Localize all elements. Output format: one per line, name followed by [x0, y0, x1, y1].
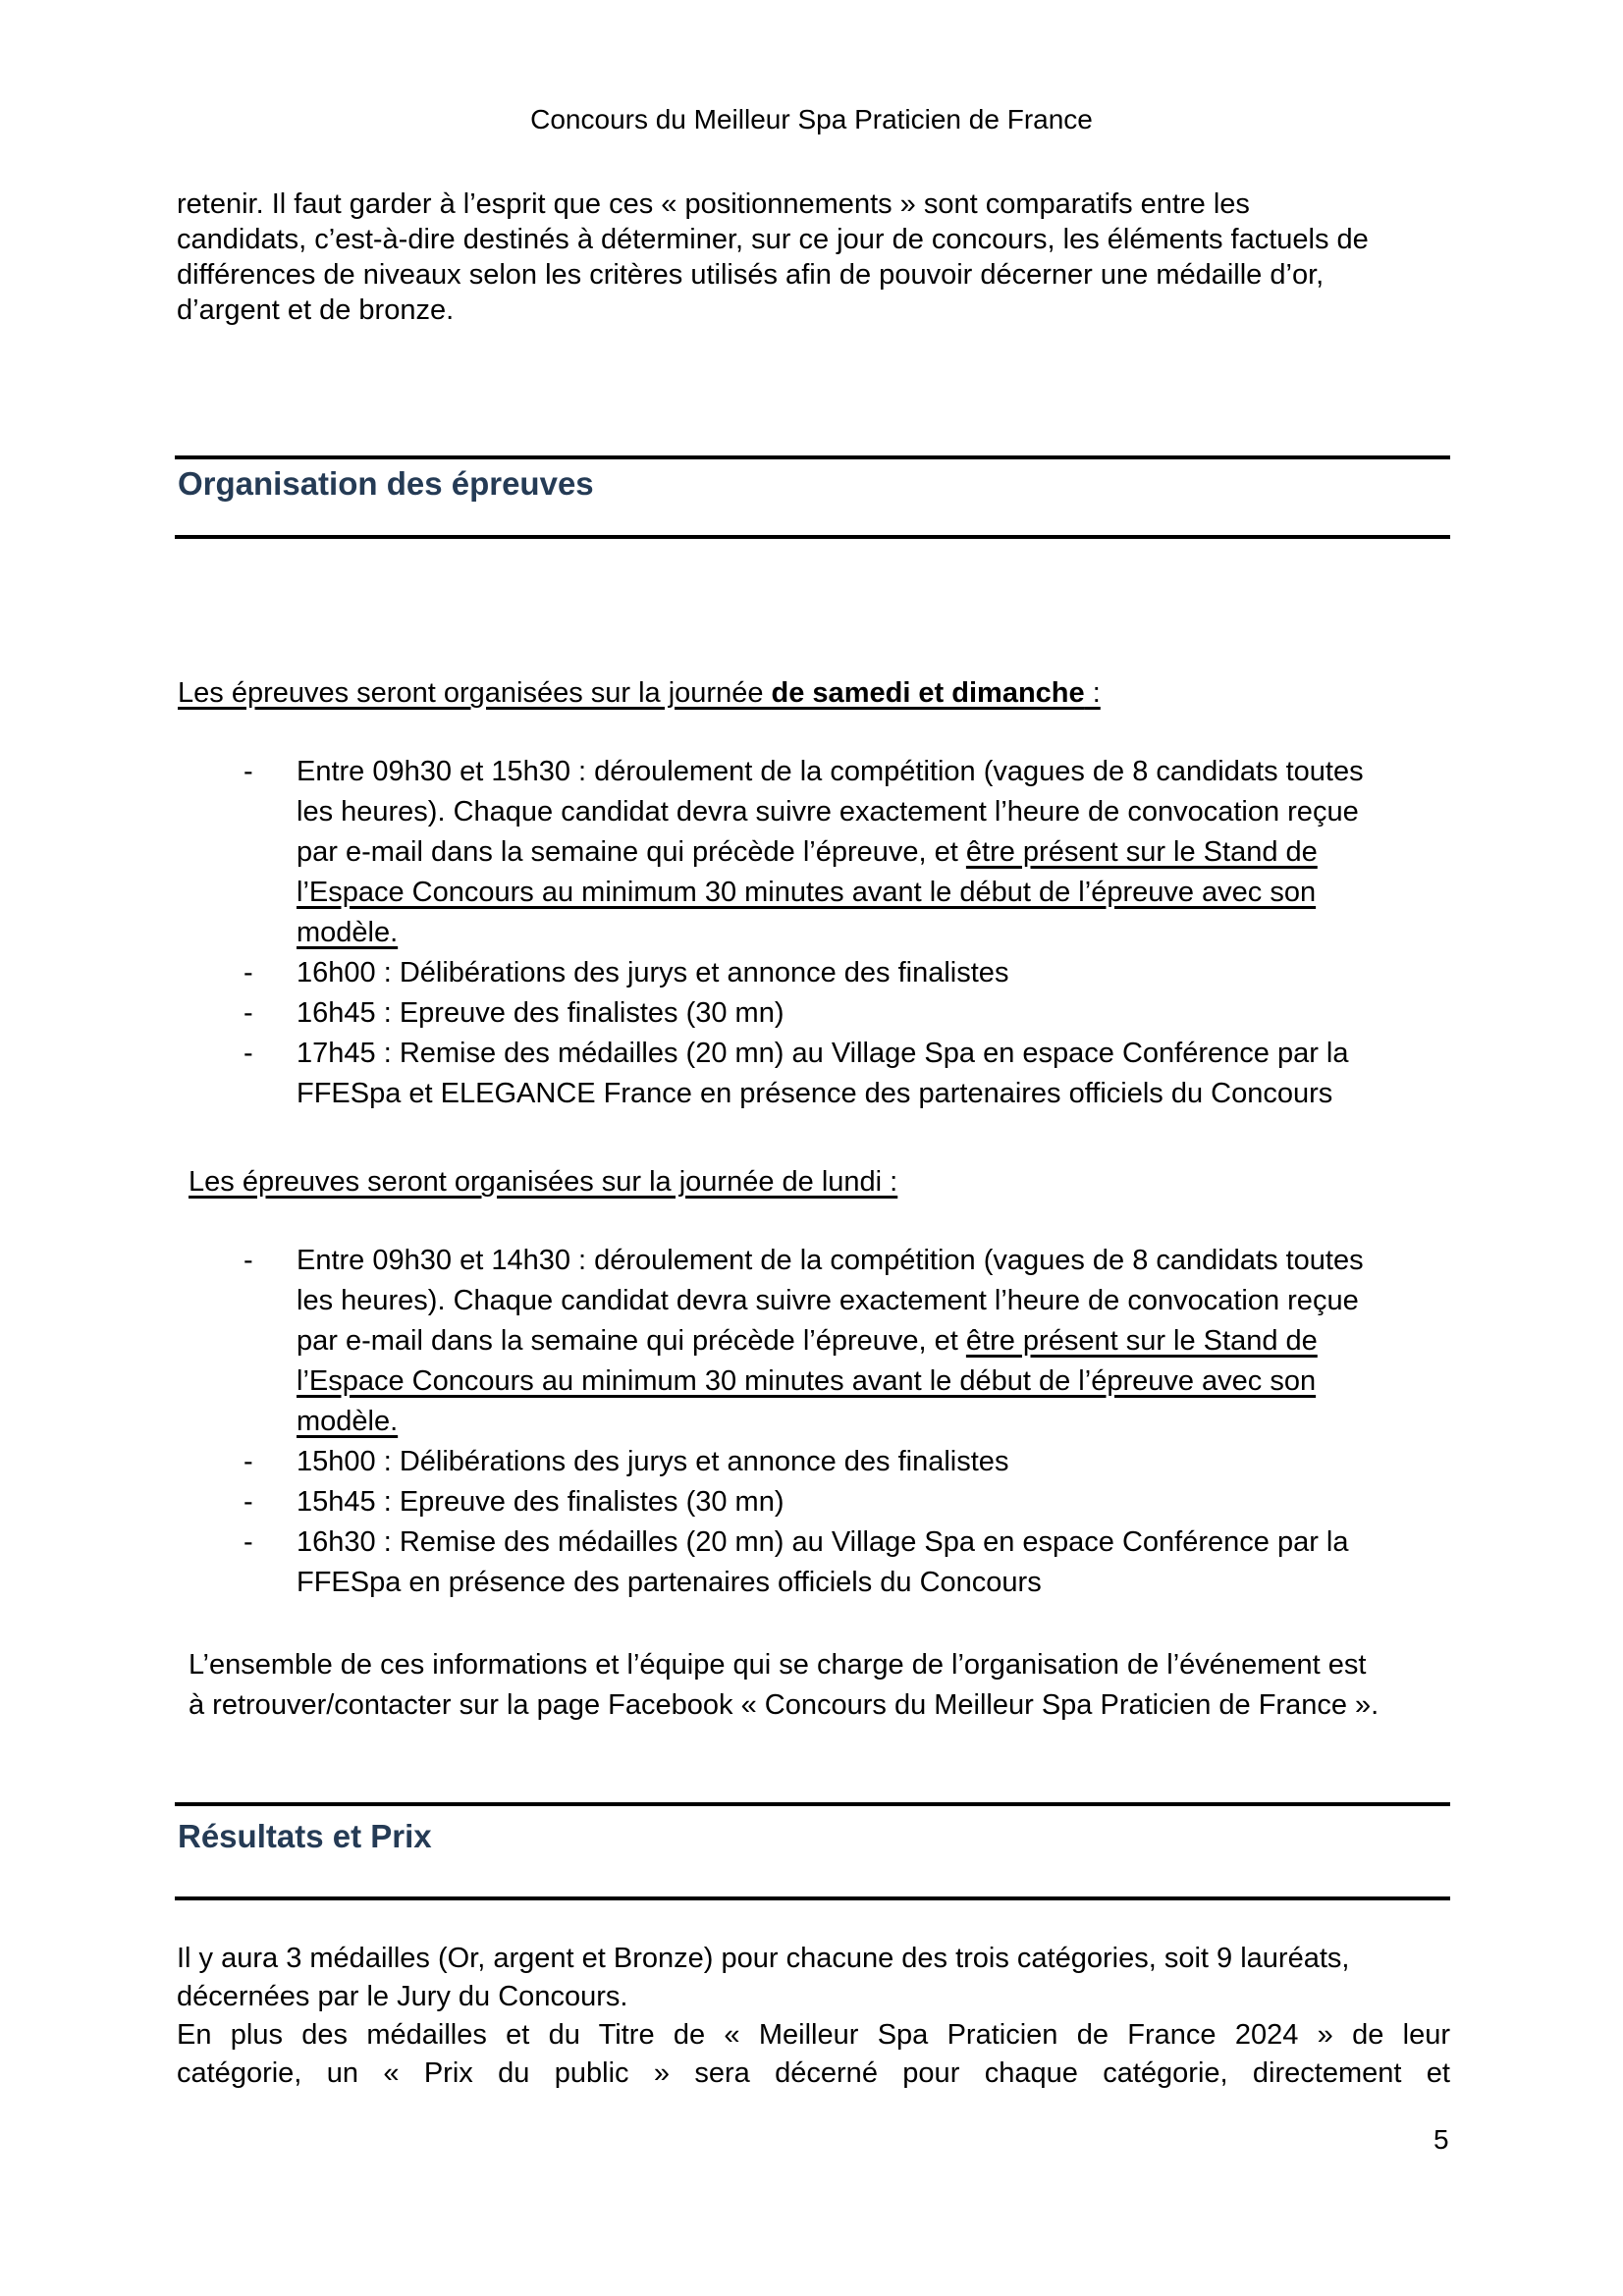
list-item [177, 1241, 1483, 1442]
list-item [177, 993, 1483, 1034]
bullet-dash: - [243, 1245, 253, 1276]
list-item-text: 16h00 : Délibérations des jurys et annonce des finalistes [297, 957, 1009, 988]
page-number: 5 [1434, 2124, 1449, 2155]
monday-schedule-list [177, 1241, 1483, 1603]
bullet-dash: - [243, 1526, 253, 1558]
list-item-text: 17h45 : Remise des médailles (20 mn) au Village Spa en espace Conférence par la FFESpa et ELEGANCE France en présence des partenaires officiels du Concours [297, 1038, 1349, 1109]
bullet-dash: - [243, 997, 253, 1029]
list-item-text: 16h30 : Remise des médailles (20 mn) au Village Spa en espace Conférence par la FFESpa en présence des partenaires officiels du Concours [297, 1526, 1349, 1598]
bullet-dash: - [243, 957, 253, 988]
list-item [177, 1034, 1483, 1114]
list-item [177, 953, 1483, 993]
divider-rule [175, 535, 1450, 539]
list-item [177, 1522, 1483, 1603]
weekend-schedule-title: Les épreuves seront organisées sur la journée de samedi et dimanche : [178, 677, 1101, 709]
divider-rule [175, 455, 1450, 459]
list-item-text: Entre 09h30 et 14h30 : déroulement de la compétition (vagues de 8 candidats toutes les heures). Chaque candidat devra suivre exactement l’heure de convocation reçue par e-mail dans la semaine qui précède l’épreuve, et être présent sur le Stand de l’Espace Concours au minimum 30 minutes avant le début de l’épreuve avec son modèle. [297, 1245, 1364, 1437]
list-item-text: 15h00 : Délibérations des jurys et annonce des finalistes [297, 1446, 1009, 1477]
section-heading-results: Résultats et Prix [178, 1818, 432, 1854]
list-item-text: 16h45 : Epreuve des finalistes (30 mn) [297, 997, 784, 1029]
list-item [177, 752, 1483, 953]
intro-paragraph: retenir. Il faut garder à l’esprit que ces « positionnements » sont comparatifs entre les candidats, c’est-à-dire destinés à déterminer, sur ce jour de concours, les éléments factuels de différences de niveaux selon les critères utilisés afin de pouvoir décerner une médaille d’or, d’argent et de bronze. [177, 188, 1369, 326]
list-item [177, 1482, 1483, 1522]
divider-rule [175, 1802, 1450, 1806]
bullet-dash: - [243, 1038, 253, 1069]
results-paragraph-1: Il y aura 3 médailles (Or, argent et Bronze) pour chacune des trois catégories, soit 9 lauréats, décernées par le Jury du Concours. [177, 1943, 1350, 2012]
weekend-schedule-list [177, 752, 1483, 1114]
organisation-footer-paragraph: L’ensemble de ces informations et l’équipe qui se charge de l’organisation de l’événement est à retrouver/contacter sur la page Facebook « Concours du Meilleur Spa Praticien de France ». [189, 1649, 1380, 1721]
page-header: Concours du Meilleur Spa Praticien de France [530, 104, 1093, 134]
bullet-dash: - [243, 1486, 253, 1518]
section-heading-organisation: Organisation des épreuves [178, 465, 594, 502]
divider-rule [175, 1896, 1450, 1900]
list-item [177, 1442, 1483, 1482]
bullet-dash: - [243, 1446, 253, 1477]
bullet-dash: - [243, 756, 253, 787]
results-paragraph-2: En plus des médailles et du Titre de « Meilleur Spa Praticien de France 2024 » de leur catégorie, un « Prix du public » sera décerné pour chaque catégorie, directement et [177, 2019, 1450, 2089]
monday-schedule-title: Les épreuves seront organisées sur la journée de lundi : [189, 1166, 898, 1198]
list-item-text: Entre 09h30 et 15h30 : déroulement de la compétition (vagues de 8 candidats toutes les heures). Chaque candidat devra suivre exactement l’heure de convocation reçue par e-mail dans la semaine qui précède l’épreuve, et être présent sur le Stand de l’Espace Concours au minimum 30 minutes avant le début de l’épreuve avec son modèle. [297, 756, 1364, 948]
list-item-text: 15h45 : Epreuve des finalistes (30 mn) [297, 1486, 784, 1518]
